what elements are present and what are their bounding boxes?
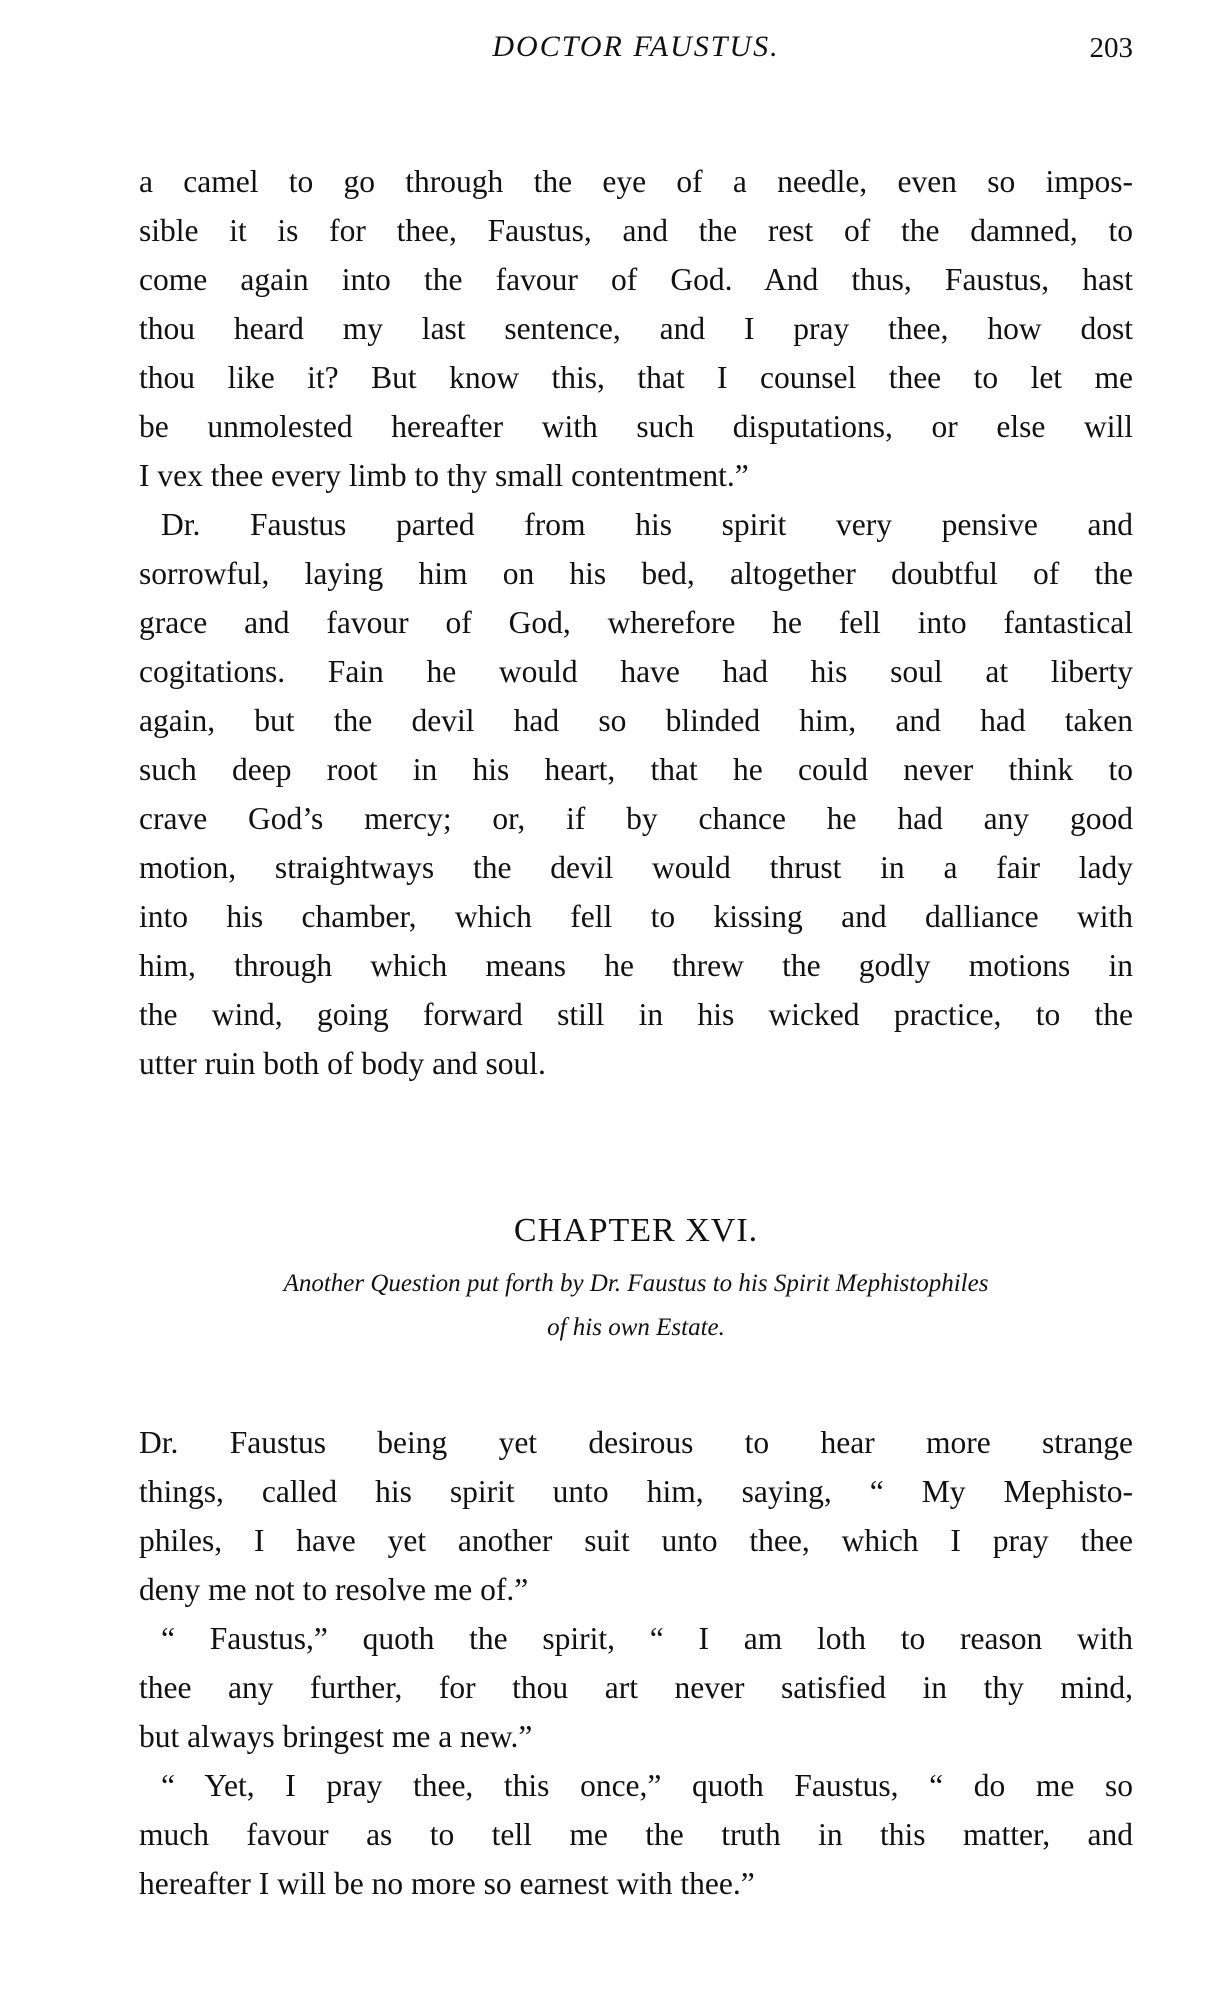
text-line: a camel to go through the eye of a needle, even so impos- bbox=[139, 164, 1133, 199]
text-line: deny me not to resolve me of.” bbox=[139, 1572, 529, 1607]
text-line: crave God’s mercy; or, if by chance he had any good bbox=[139, 801, 1133, 836]
text-line: cogitations. Fain he would have had his soul at liberty bbox=[139, 654, 1133, 689]
chapter-subtitle bbox=[139, 1262, 1133, 1350]
text-line: but always bringest me a new.” bbox=[139, 1719, 533, 1754]
text-line: sible it is for thee, Faustus, and the rest of the damned, to bbox=[139, 213, 1133, 248]
text-line: things, called his spirit unto him, saying, “ My Mephisto- bbox=[139, 1474, 1133, 1509]
text-line: grace and favour of God, wherefore he fell into fantastical bbox=[139, 605, 1133, 640]
running-title: DOCTOR FAUSTUS. bbox=[492, 30, 780, 63]
text-line: come again into the favour of God. And thus, Faustus, hast bbox=[139, 262, 1133, 297]
text-line: Dr. Faustus being yet desirous to hear more strange bbox=[139, 1425, 1133, 1460]
text-line: Dr. Faustus parted from his spirit very pensive and bbox=[161, 507, 1133, 542]
chapter-body-text bbox=[139, 1418, 1133, 1908]
text-line: “ Yet, I pray thee, this once,” quoth Faustus, “ do me so bbox=[161, 1768, 1133, 1803]
text-line: utter ruin both of body and soul. bbox=[139, 1046, 546, 1081]
text-line: again, but the devil had so blinded him, and had taken bbox=[139, 703, 1133, 738]
text-line: him, through which means he threw the godly motions in bbox=[139, 948, 1133, 983]
text-line: thee any further, for thou art never satisfied in thy mind, bbox=[139, 1670, 1133, 1705]
body-text-continued bbox=[139, 157, 1133, 1088]
text-line: philes, I have yet another suit unto thee, which I pray thee bbox=[139, 1523, 1133, 1558]
text-line: the wind, going forward still in his wicked practice, to the bbox=[139, 997, 1133, 1032]
text-line: I vex thee every limb to thy small contentment.” bbox=[139, 458, 749, 493]
chapter-subtitle-line: Another Question put forth by Dr. Faustus to his Spirit Mephistophiles bbox=[283, 1270, 989, 1297]
text-line: much favour as to tell me the truth in this matter, and bbox=[139, 1817, 1133, 1852]
page-number: 203 bbox=[1089, 32, 1133, 64]
text-line: hereafter I will be no more so earnest with thee.” bbox=[139, 1866, 755, 1901]
text-line: “ Faustus,” quoth the spirit, “ I am loth to reason with bbox=[161, 1621, 1133, 1656]
chapter-heading: CHAPTER XVI. bbox=[513, 1212, 759, 1249]
chapter-subtitle-line: of his own Estate. bbox=[547, 1314, 725, 1341]
text-line: into his chamber, which fell to kissing and dalliance with bbox=[139, 899, 1133, 934]
text-line: sorrowful, laying him on his bed, altogether doubtful of the bbox=[139, 556, 1133, 591]
running-header bbox=[139, 22, 1133, 72]
text-line: motion, straightways the devil would thrust in a fair lady bbox=[139, 850, 1133, 885]
text-line: thou like it? But know this, that I counsel thee to let me bbox=[139, 360, 1133, 395]
text-line: thou heard my last sentence, and I pray thee, how dost bbox=[139, 311, 1133, 346]
text-line: such deep root in his heart, that he could never think to bbox=[139, 752, 1133, 787]
text-line: be unmolested hereafter with such disputations, or else will bbox=[139, 409, 1133, 444]
